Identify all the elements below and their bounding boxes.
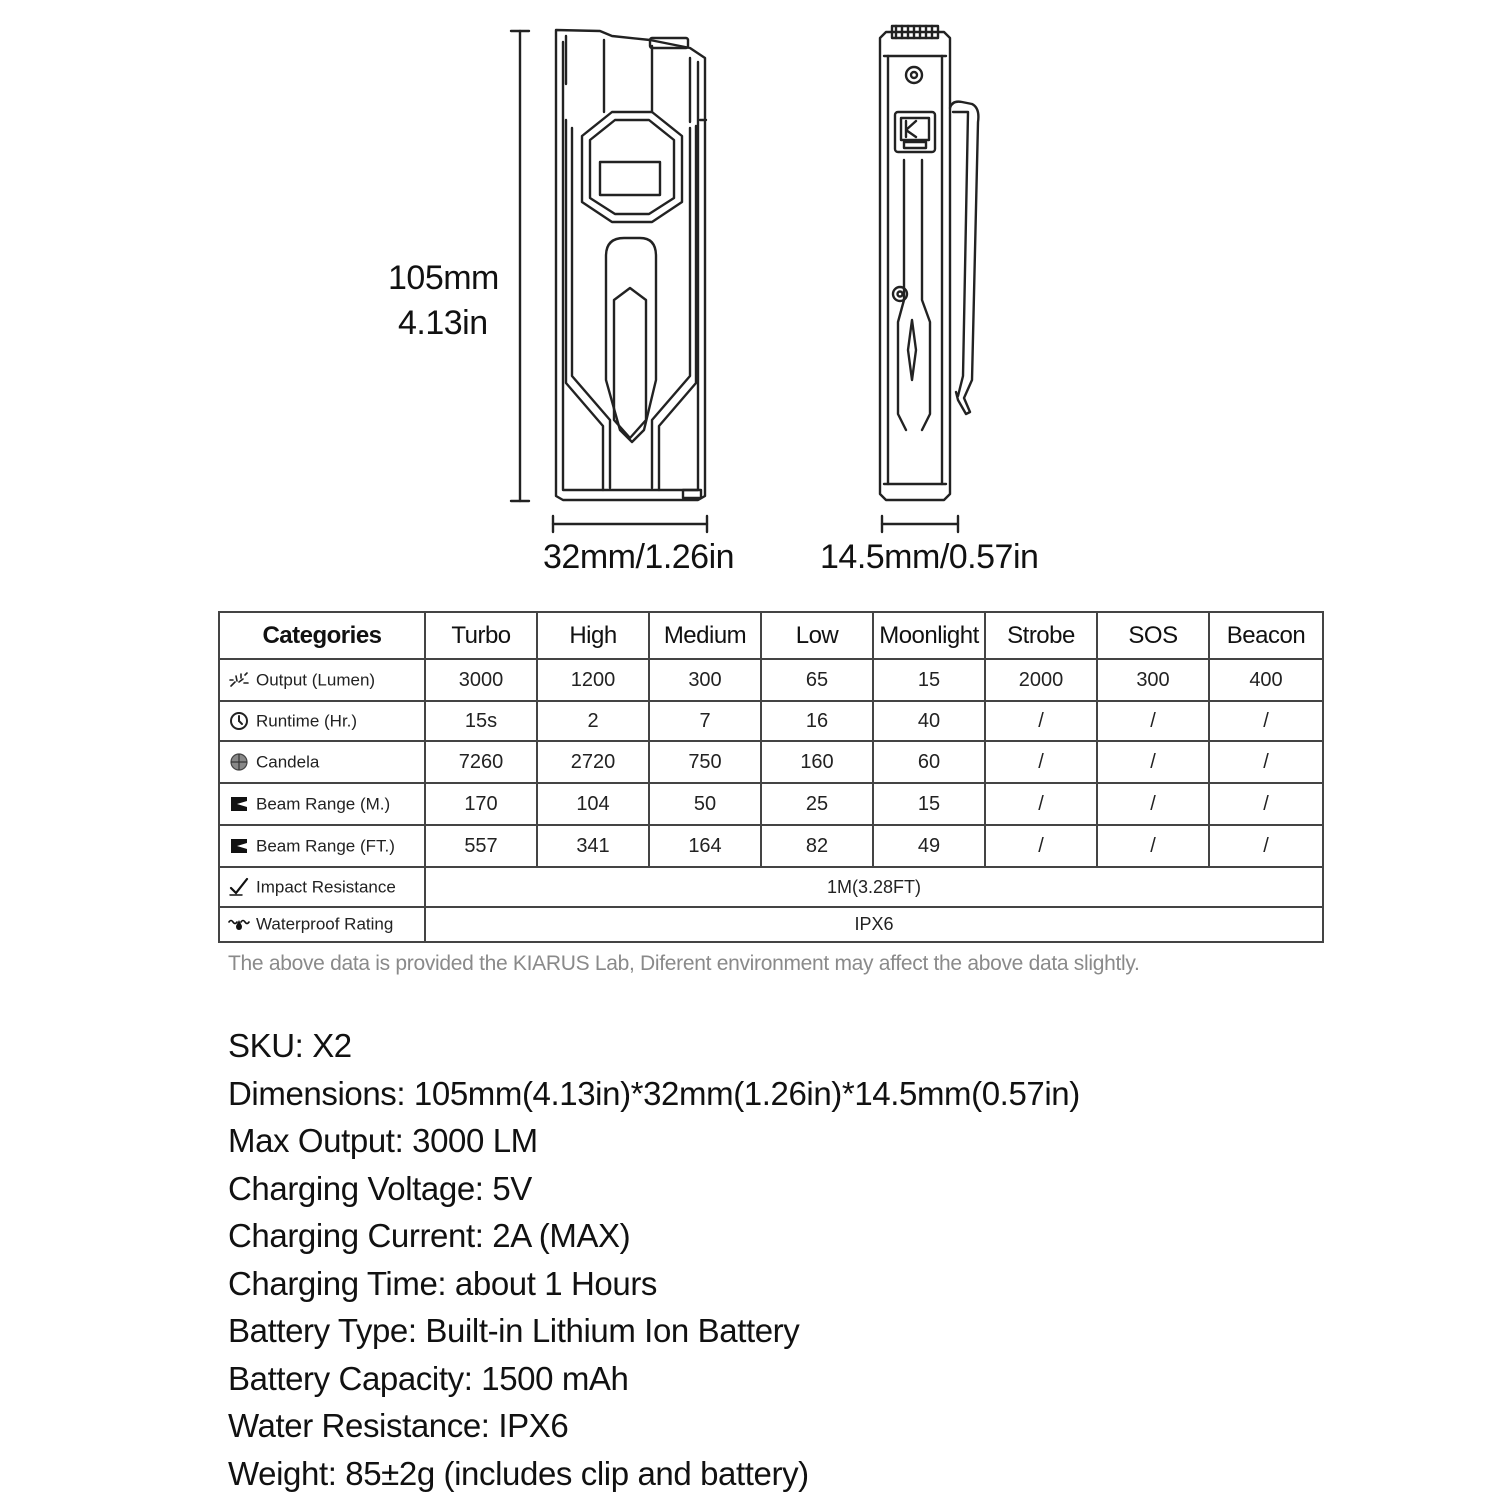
table-cell: 400 <box>1209 659 1323 701</box>
flashlight-line-drawing <box>0 0 1500 600</box>
table-cell: / <box>1209 783 1323 825</box>
table-cell: / <box>1209 701 1323 741</box>
table-cell: / <box>1097 741 1209 783</box>
spec-water-resistance: Water Resistance: IPX6 <box>228 1407 569 1444</box>
spec-dimensions: Dimensions: 105mm(4.13in)*32mm(1.26in)*14.5mm(0.57in) <box>228 1074 1080 1112</box>
header-sos: SOS <box>1097 612 1209 659</box>
row-label-text: Beam Range (M.) <box>256 794 391 814</box>
table-cell: 1200 <box>537 659 649 701</box>
table-cell: 300 <box>649 659 761 701</box>
table-cell: 16 <box>761 701 873 741</box>
table-cell: 40 <box>873 701 985 741</box>
table-row-waterproof <box>219 907 1323 942</box>
spec-battery-capacity: Battery Capacity: 1500 mAh <box>228 1359 629 1397</box>
spec-weight: Weight: 85±2g (includes clip and battery) <box>228 1454 809 1492</box>
table-cell: / <box>985 701 1097 741</box>
row-label-text: Runtime (Hr.) <box>256 711 358 731</box>
table-cell: / <box>985 741 1097 783</box>
depth-label: 14.5mm/0.57in <box>820 538 1039 576</box>
table-cell: 3000 <box>425 659 537 701</box>
table-row-output <box>219 659 1323 701</box>
spec-charging-time: Charging Time: about 1 Hours <box>228 1264 658 1302</box>
table-cell: / <box>1209 741 1323 783</box>
data-footnote: The above data is provided the KIARUS Lab, Diferent environment may affect the above data slightly. <box>228 952 1140 975</box>
table-cell: / <box>1097 701 1209 741</box>
table-cell: / <box>985 783 1097 825</box>
spec-battery-type: Battery Type: Built-in Lithium Ion Battery <box>228 1312 800 1349</box>
row-label-impact <box>219 867 425 907</box>
width-label: 32mm/1.26in <box>543 538 735 576</box>
table-cell: 7 <box>649 701 761 741</box>
table-cell: 170 <box>425 783 537 825</box>
table-cell: 2 <box>537 701 649 741</box>
table-row-runtime <box>219 701 1323 741</box>
table-cell: 164 <box>649 825 761 867</box>
clock-icon <box>228 711 250 731</box>
table-cell: 25 <box>761 783 873 825</box>
row-label-text: Waterproof Rating <box>256 914 394 934</box>
height-mm-label: 105mm <box>388 259 499 297</box>
table-cell: 65 <box>761 659 873 701</box>
table-cell: / <box>985 825 1097 867</box>
waterproof-icon <box>228 915 250 935</box>
spec-list <box>228 1022 1080 1497</box>
header-medium: Medium <box>649 612 761 659</box>
row-label-beam-range-m <box>219 783 425 825</box>
table-cell: 49 <box>873 825 985 867</box>
table-cell: 15 <box>873 783 985 825</box>
table-cell: 750 <box>649 741 761 783</box>
spec-charging-voltage: Charging Voltage: 5V <box>228 1169 532 1207</box>
row-label-runtime <box>219 701 425 741</box>
spec-sku: SKU: X2 <box>228 1027 352 1064</box>
candela-icon <box>228 752 250 772</box>
table-row-impact <box>219 867 1323 907</box>
header-beacon: Beacon <box>1209 612 1323 659</box>
table-cell: 104 <box>537 783 649 825</box>
table-row-beam-range-m <box>219 783 1323 825</box>
spec-max-output: Max Output: 3000 LM <box>228 1122 538 1159</box>
table-row-beam-range-ft <box>219 825 1323 867</box>
table-cell: 7260 <box>425 741 537 783</box>
table-cell: / <box>1209 825 1323 867</box>
row-label-waterproof <box>219 907 425 942</box>
light-burst-icon <box>228 670 250 690</box>
table-cell: 82 <box>761 825 873 867</box>
spec-charging-current: Charging Current: 2A (MAX) <box>228 1217 631 1254</box>
table-cell: 15s <box>425 701 537 741</box>
table-cell: / <box>1097 825 1209 867</box>
table-cell: 300 <box>1097 659 1209 701</box>
beam-range-icon <box>228 794 250 814</box>
row-label-text: Beam Range (FT.) <box>256 836 395 856</box>
row-label-text: Candela <box>256 752 320 772</box>
row-label-text: Output (Lumen) <box>256 670 376 690</box>
table-row-candela <box>219 741 1323 783</box>
header-high: High <box>537 612 649 659</box>
beam-range-icon <box>228 836 250 856</box>
table-cell-merged: IPX6 <box>425 907 1323 942</box>
dimension-drawing <box>0 0 1500 600</box>
header-strobe: Strobe <box>985 612 1097 659</box>
table-cell: 2720 <box>537 741 649 783</box>
table-cell: 50 <box>649 783 761 825</box>
row-label-output <box>219 659 425 701</box>
table-cell: 557 <box>425 825 537 867</box>
table-cell-merged: 1M(3.28FT) <box>425 867 1323 907</box>
row-label-text: Impact Resistance <box>256 877 396 897</box>
table-cell: 341 <box>537 825 649 867</box>
row-label-beam-range-ft <box>219 825 425 867</box>
header-categories: Categories <box>219 612 425 659</box>
table-cell: 60 <box>873 741 985 783</box>
header-turbo: Turbo <box>425 612 537 659</box>
impact-icon <box>228 877 250 897</box>
table-cell: 15 <box>873 659 985 701</box>
header-moonlight: Moonlight <box>873 612 985 659</box>
spec-table <box>218 611 1324 943</box>
table-cell: 160 <box>761 741 873 783</box>
height-in-label: 4.13in <box>398 304 488 342</box>
header-low: Low <box>761 612 873 659</box>
table-cell: / <box>1097 783 1209 825</box>
row-label-candela <box>219 741 425 783</box>
table-header-row <box>219 612 1323 659</box>
table-cell: 2000 <box>985 659 1097 701</box>
